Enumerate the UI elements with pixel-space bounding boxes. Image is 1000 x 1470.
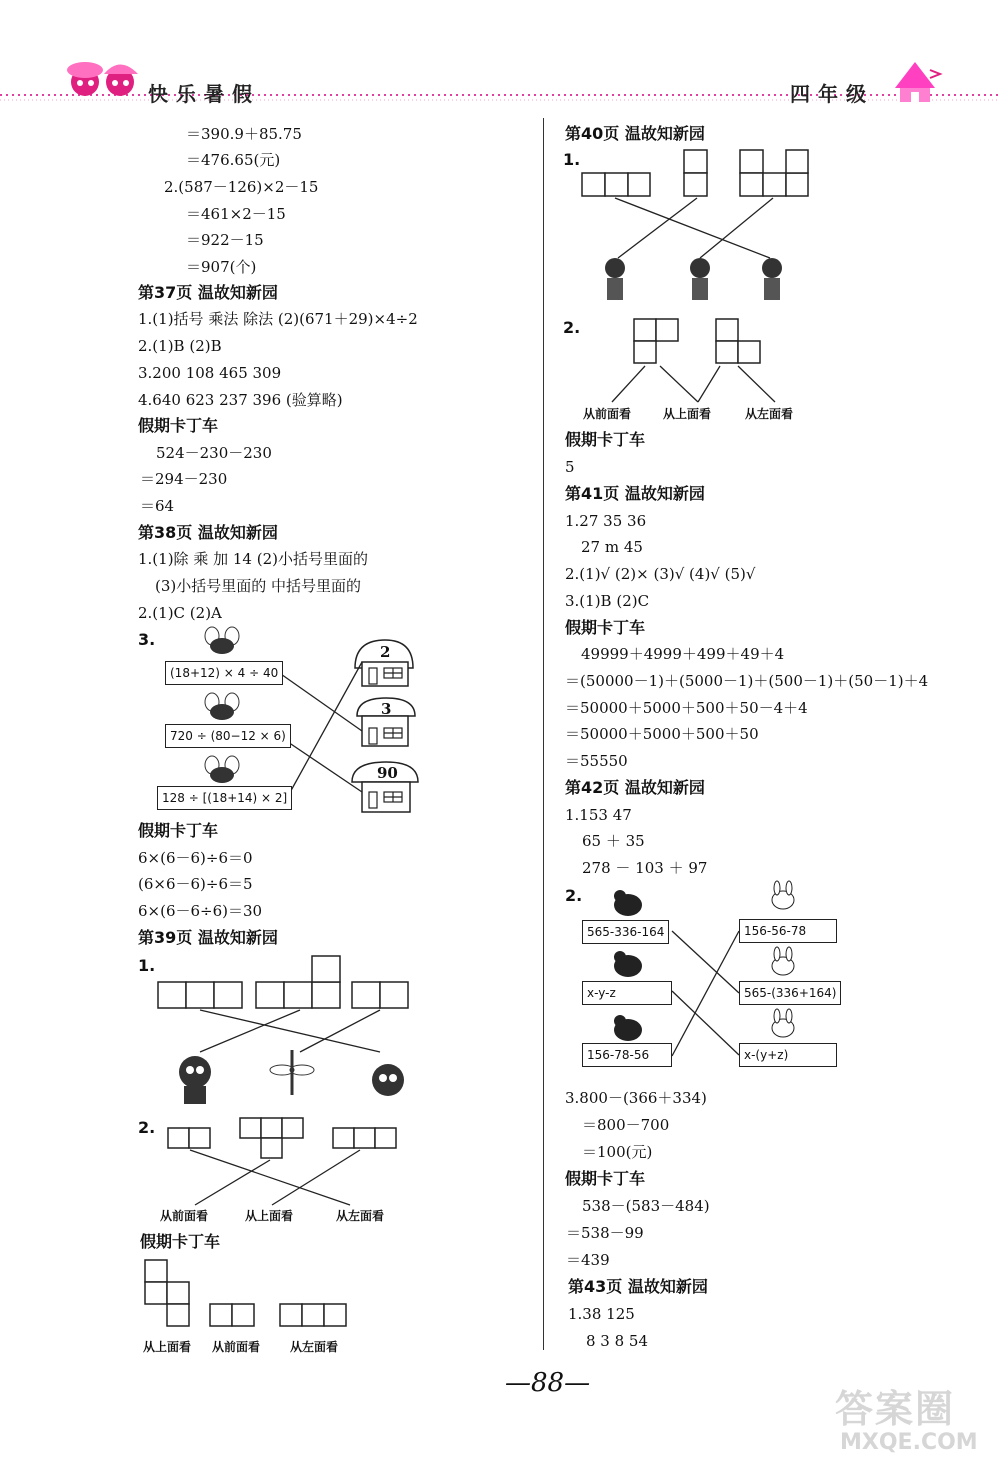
expression-box: (18+12) × 4 ÷ 40 [165, 661, 283, 685]
bonus-heading-p39: 假期卡丁车 [140, 1232, 221, 1251]
calc-line: ＝476.65(元) [186, 151, 281, 169]
answer-line: 27 m 45 [581, 538, 643, 556]
bonus-line: ＝439 [566, 1251, 610, 1269]
house-value: 2 [380, 643, 391, 661]
bonus-heading-p41: 假期卡丁车 [565, 618, 646, 637]
bonus-heading-p40: 假期卡丁车 [565, 430, 646, 449]
squirrel-icon [614, 1015, 642, 1041]
answer-line: 1.153 47 [565, 806, 632, 824]
bonus-heading-p37: 假期卡丁车 [138, 416, 219, 435]
section-heading-p41: 第41页 温故知新园 [565, 484, 705, 503]
page-number: —88— [505, 1368, 591, 1398]
bonus-line: 6×(6－6÷6)＝30 [138, 902, 263, 920]
section-heading-p37: 第37页 温故知新园 [138, 283, 278, 302]
answer-line: 3.(1)B (2)C [565, 592, 650, 610]
bonus-heading-p42: 假期卡丁车 [565, 1169, 646, 1188]
calc-line: ＝461×2－15 [186, 205, 286, 223]
calc-line: ＝907(个) [186, 258, 257, 276]
expression-box: 565-(336+164) [739, 981, 841, 1005]
view-label: 从左面看 [290, 1340, 339, 1354]
answer-line: 3.200 108 465 309 [138, 364, 282, 382]
view-label: 从上面看 [245, 1209, 294, 1223]
expression-box: x-(y+z) [739, 1043, 837, 1067]
header-title: 快乐暑假 [148, 82, 260, 106]
view-label: 从前面看 [212, 1340, 261, 1354]
answer-line: (3)小括号里面的 中括号里面的 [155, 577, 362, 595]
answer-line: 2.(1)B (2)B [138, 337, 222, 355]
view-label: 从前面看 [583, 407, 632, 421]
bonus-line: ＝50000＋5000＋500＋50－4＋4 [565, 699, 808, 717]
section-heading-p40: 第40页 温故知新园 [565, 124, 705, 143]
question-label: 1. [138, 956, 156, 975]
answer-line: 1.(1)除 乘 加 14 (2)小括号里面的 [138, 550, 368, 568]
house-value: 90 [377, 764, 398, 782]
expression-box: 128 ÷ [(18+14) × 2] [157, 786, 292, 810]
header-grade: 四年级 [790, 82, 874, 106]
squirrel-icon [614, 951, 642, 977]
view-label: 从左面看 [745, 407, 794, 421]
bonus-line: ＝50000＋5000＋500＋50 [565, 725, 759, 743]
answer-line: 2.(1)C (2)A [138, 604, 222, 622]
calc-line: ＝922－15 [186, 231, 264, 249]
bonus-line: ＝(50000－1)＋(5000－1)＋(500－1)＋(50－1)＋4 [565, 672, 929, 690]
bonus-line: ＝538－99 [566, 1224, 644, 1242]
expression-box: 720 ÷ (80−12 × 6) [165, 724, 291, 748]
house-value: 3 [381, 700, 392, 718]
bonus-heading-p38: 假期卡丁车 [138, 821, 219, 840]
answer-line: 8 3 8 54 [586, 1332, 649, 1350]
answer-line: 4.640 623 237 396 (验算略) [138, 391, 343, 409]
question-label: 2. [565, 886, 583, 905]
question-label: 1. [563, 150, 581, 169]
bonus-line: 6×(6－6)÷6＝0 [138, 849, 253, 867]
answer-line: ＝800－700 [582, 1116, 670, 1134]
bonus-line: 538－(583－484) [582, 1197, 710, 1215]
rabbit-icon [772, 881, 794, 909]
question-label: 2. [563, 318, 581, 337]
section-heading-p43: 第43页 温故知新园 [568, 1277, 708, 1296]
answer-line: 1.27 35 36 [565, 512, 647, 530]
question-label: 2. [138, 1118, 156, 1137]
answer-line: 278 － 103 ＋ 97 [582, 859, 708, 877]
bonus-line: 524－230－230 [156, 444, 272, 462]
bonus-line: ＝294－230 [140, 470, 228, 488]
squirrel-icon [614, 890, 642, 916]
answer-line: 65 ＋ 35 [582, 832, 645, 850]
expression-box: 565-336-164 [582, 920, 669, 944]
answer-line: ＝100(元) [582, 1143, 653, 1161]
section-heading-p42: 第42页 温故知新园 [565, 778, 705, 797]
bonus-line: ＝55550 [565, 752, 628, 770]
view-label: 从左面看 [336, 1209, 385, 1223]
answer-line: 3.800－(366＋334) [565, 1089, 707, 1107]
section-heading-p38: 第38页 温故知新园 [138, 523, 278, 542]
calc-line: 2.(587－126)×2－15 [164, 178, 319, 196]
calc-line: ＝390.9＋85.75 [186, 125, 302, 143]
bonus-line: (6×6－6)÷6＝5 [138, 875, 253, 893]
section-heading-p39: 第39页 温故知新园 [138, 928, 278, 947]
bonus-line: 5 [565, 458, 575, 476]
rabbit-icon [772, 1009, 794, 1037]
expression-box: 156-56-78 [739, 919, 837, 943]
question-label: 3. [138, 630, 156, 649]
rabbit-icon [772, 947, 794, 975]
watermark-url: MXQE.COM [840, 1430, 978, 1455]
view-label: 从前面看 [160, 1209, 209, 1223]
expression-box: x-y-z [582, 981, 672, 1005]
view-label: 从上面看 [143, 1340, 192, 1354]
answer-line: 1.(1)括号 乘法 除法 (2)(671＋29)×4÷2 [138, 310, 418, 328]
answer-line: 1.38 125 [568, 1305, 635, 1323]
view-label: 从上面看 [663, 407, 712, 421]
watermark: 答案圈 [835, 1387, 956, 1431]
answer-line: 2.(1)√ (2)× (3)√ (4)√ (5)√ [565, 565, 756, 583]
bonus-line: 49999＋4999＋499＋49＋4 [581, 645, 785, 663]
bonus-line: ＝64 [140, 497, 175, 515]
expression-box: 156-78-56 [582, 1043, 672, 1067]
